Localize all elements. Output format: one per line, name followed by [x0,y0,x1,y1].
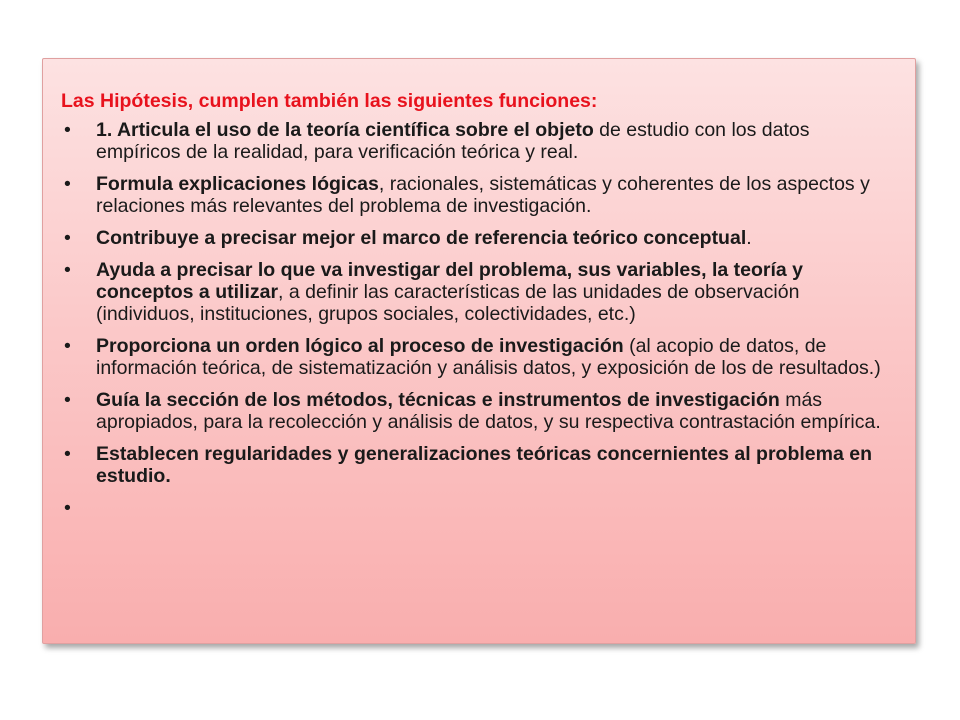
list-item [61,335,897,379]
list-item [61,119,897,163]
bullet-icon: • [64,173,71,195]
item-bold-text: Ayuda a precisar lo que va investigar del problema, sus variables, la teoría y conceptos a utilizar [96,259,803,303]
bullet-icon: • [64,335,71,357]
slide-heading: Las Hipótesis, cumplen también las siguientes funciones: [61,90,598,112]
bullet-list [61,119,897,519]
item-text: , racionales, sistemáticas y coherentes de los aspectos y relaciones más relevantes del problema de investigación. [96,173,870,217]
item-bold-text: Formula explicaciones lógicas [96,173,379,195]
item-text: . [746,227,752,249]
item-bold-text: Establecen regularidades y generalizaciones teóricas concernientes al problema en estudio. [96,443,872,487]
content-box [42,58,916,644]
list-item [61,259,897,325]
bullet-icon: • [64,389,71,411]
bullet-icon: • [64,259,71,281]
list-item [61,227,897,249]
item-bold-text: Contribuye a precisar mejor el marco de referencia teórico conceptual [96,227,747,249]
bullet-icon: • [64,119,71,141]
item-bold-text: 1. Articula el uso de la teoría científica sobre el objeto [96,119,594,141]
item-text: (al acopio de datos, de información teórica, de sistematización y análisis datos, y exposición de los de resultados.) [96,335,881,379]
item-text: más apropiados, para la recolección y análisis de datos, y su respectiva contrastación empírica. [96,389,881,433]
bullet-icon: • [64,497,71,519]
item-bold-text: Proporciona un orden lógico al proceso de investigación [96,335,624,357]
item-text: de estudio con los datos empíricos de la realidad, para verificación teórica y real. [96,119,810,163]
item-text: , a definir las características de las unidades de observación (individuos, instituciones, grupos sociales, colectividades, etc.) [96,281,800,325]
item-bold-text: Guía la sección de los métodos, técnicas e instrumentos de investigación [96,389,780,411]
bullet-icon: • [64,227,71,249]
list-item [61,173,897,217]
list-item [61,497,897,519]
bullet-icon: • [64,443,71,465]
list-item [61,443,897,487]
list-item [61,389,897,433]
